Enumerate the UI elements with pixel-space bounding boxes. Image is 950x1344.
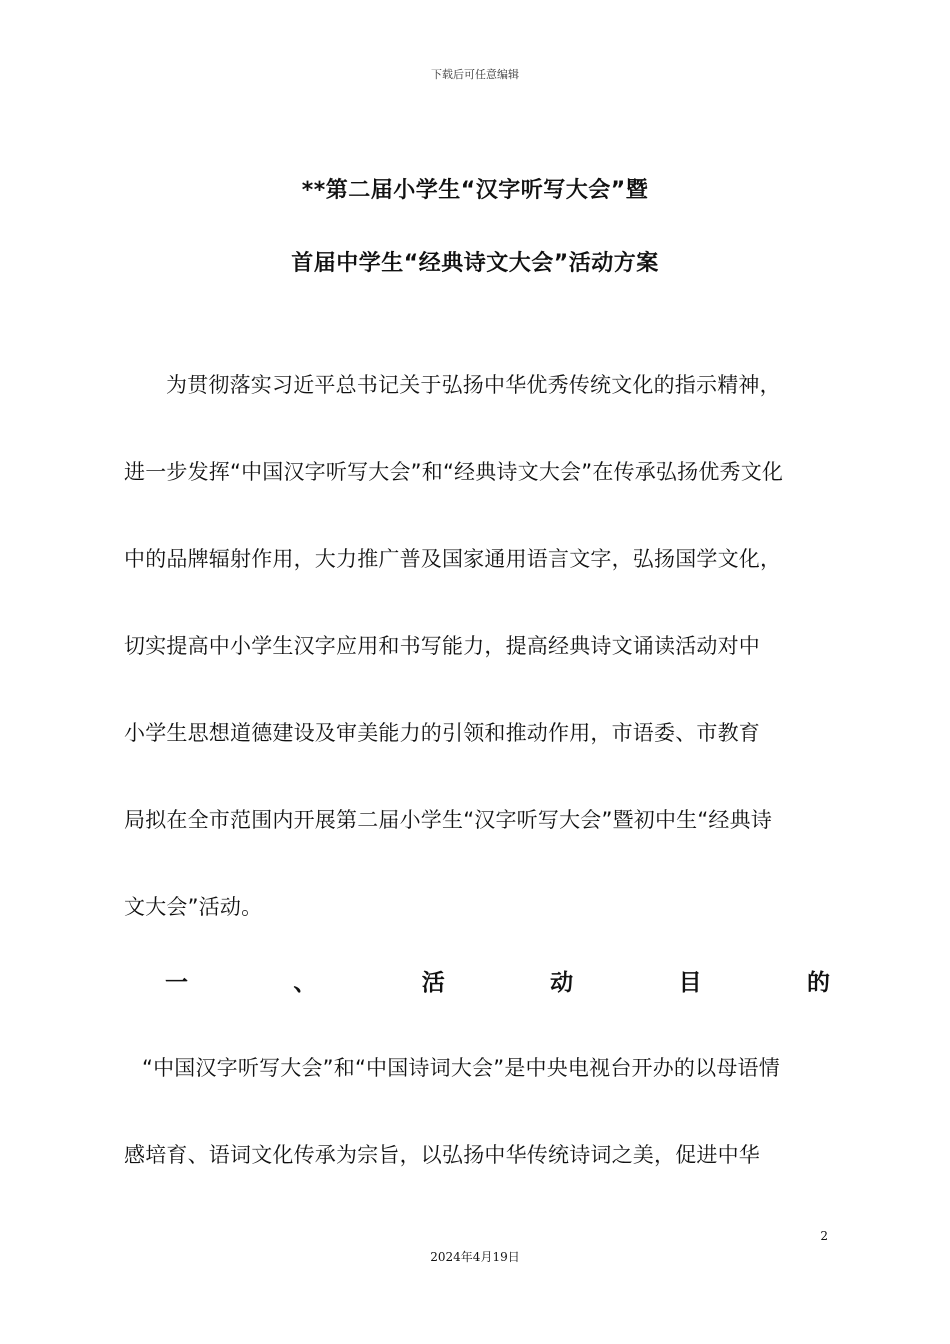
paragraph-line: 切实提高中小学生汉字应用和书写能力，提高经典诗文诵读活动对中 (124, 634, 760, 658)
page-number: 2 (820, 1229, 828, 1243)
paragraph-line: 小学生思想道德建设及审美能力的引领和推动作用，市语委、市教育 (124, 721, 760, 745)
document-title-line-1: **第二届小学生“汉字听写大会”暨 (301, 178, 649, 203)
header-note: 下载后可任意编辑 (431, 68, 519, 81)
paragraph-line: 进一步发挥“中国汉字听写大会”和“经典诗文大会”在传承弘扬优秀文化 (124, 460, 784, 484)
heading-char: 目 (678, 970, 702, 996)
heading-char: 的 (806, 970, 830, 996)
paragraph-line: 感培育、语词文化传承为宗旨，以弘扬中华传统诗词之美，促进中华 (124, 1143, 760, 1167)
heading-char: 一 (165, 970, 188, 996)
heading-char: 、 (293, 970, 317, 996)
paragraph-line: 文大会”活动。 (124, 895, 263, 919)
paragraph-line: 局拟在全市范围内开展第二届小学生“汉字听写大会”暨初中生“经典诗 (124, 808, 773, 832)
document-title-line-2: 首届中学生“经典诗文大会”活动方案 (291, 251, 659, 276)
heading-char: 活 (421, 970, 445, 996)
section-heading-activity-purpose (165, 964, 830, 997)
paragraph-line: 中的品牌辐射作用，大力推广普及国家通用语言文字，弘扬国学文化， (124, 547, 782, 571)
paragraph-line: “中国汉字听写大会”和“中国诗词大会”是中央电视台开办的以母语情 (142, 1056, 780, 1080)
footer-date: 2024年4月19日 (430, 1250, 520, 1264)
paragraph-line: 为贯彻落实习近平总书记关于弘扬中华优秀传统文化的指示精神， (166, 373, 781, 397)
heading-char: 动 (550, 970, 574, 996)
